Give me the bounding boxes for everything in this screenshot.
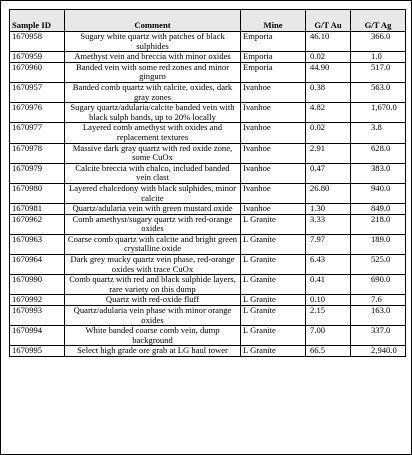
cell-sample-id: 1670962 [10, 214, 65, 234]
cell-mine: L Granite [241, 214, 306, 234]
cell-sample-id: 1670979 [10, 163, 65, 183]
table-row [10, 82, 406, 102]
cell-gt-au: 0.10 [306, 295, 351, 306]
cell-gt-au: 0.38 [306, 82, 351, 102]
cell-mine: Ivanhoe [241, 183, 306, 203]
cell-gt-ag: 849.0 [351, 204, 406, 215]
cell-mine: Ivanhoe [241, 143, 306, 163]
cell-mine: Ivanhoe [241, 204, 306, 215]
cell-gt-au: 26.80 [306, 183, 351, 203]
cell-mine: Ivanhoe [241, 103, 306, 123]
cell-sample-id: 1670976 [10, 103, 65, 123]
cell-gt-au: 0.02 [306, 123, 351, 143]
table-row [10, 234, 406, 254]
cell-mine: Ivanhoe [241, 163, 306, 183]
cell-gt-ag: 1,670.0 [351, 103, 406, 123]
cell-gt-au: 7.97 [306, 234, 351, 254]
header-gt-au: G/T Au [306, 10, 351, 32]
cell-sample-id: 1670960 [10, 62, 65, 82]
header-comment: Comment [65, 10, 241, 32]
cell-sample-id: 1670994 [10, 326, 65, 346]
cell-gt-ag: 517.0 [351, 62, 406, 82]
cell-comment: Massive dark gray quartz with red oxide zone, some CuOx [65, 143, 241, 163]
cell-sample-id: 1670980 [10, 183, 65, 203]
cell-gt-ag: 7.6 [351, 295, 406, 306]
cell-gt-au: 7.00 [306, 326, 351, 346]
cell-sample-id: 1670981 [10, 204, 65, 215]
cell-comment: Comb quartz with red and black sulphide layers, rare variety on this dump [65, 275, 241, 295]
cell-gt-ag: 163.0 [351, 306, 406, 326]
cell-sample-id: 1670992 [10, 295, 65, 306]
cell-mine: Emporia [241, 32, 306, 52]
cell-gt-ag: 525.0 [351, 255, 406, 275]
assay-results-table [9, 9, 406, 357]
cell-comment: Banded comb quartz with calcite, oxides, dark gray zones [65, 82, 241, 102]
cell-sample-id: 1670995 [10, 346, 65, 357]
cell-gt-ag: 3.8 [351, 123, 406, 143]
cell-mine: Emporia [241, 62, 306, 82]
cell-gt-au: 4.82 [306, 103, 351, 123]
cell-comment: Sugary white quartz with patches of black sulphides [65, 32, 241, 52]
cell-gt-ag: 563.0 [351, 82, 406, 102]
cell-comment: Quartz/adularia vein phase with minor orange oxides [65, 306, 241, 326]
cell-comment: White banded coarse comb vein, dump background [65, 326, 241, 346]
cell-mine: L Granite [241, 255, 306, 275]
cell-comment: Amethyst vein and breccia with minor oxides [65, 52, 241, 63]
cell-gt-au: 2.15 [306, 306, 351, 326]
cell-comment: Quartz with red-oxide fluff [65, 295, 241, 306]
cell-comment: Calcite breccia with chalco, included banded vein clast [65, 163, 241, 183]
cell-sample-id: 1670990 [10, 275, 65, 295]
cell-sample-id: 1670957 [10, 82, 65, 102]
cell-gt-ag: 337.0 [351, 326, 406, 346]
table-row [10, 32, 406, 52]
cell-mine: Ivanhoe [241, 82, 306, 102]
cell-gt-ag: 218.0 [351, 214, 406, 234]
cell-mine: L Granite [241, 275, 306, 295]
table-row [10, 123, 406, 143]
table-row [10, 183, 406, 203]
cell-sample-id: 1670963 [10, 234, 65, 254]
cell-sample-id: 1670958 [10, 32, 65, 52]
cell-gt-au: 0.41 [306, 275, 351, 295]
cell-gt-ag: 1.0 [351, 52, 406, 63]
table-row [10, 295, 406, 306]
cell-comment: Sugary quartz/adularia/calcite banded vein with black sulph bands, up to 20% locally [65, 103, 241, 123]
cell-gt-ag: 940.0 [351, 183, 406, 203]
header-sample-id: Sample ID [10, 10, 65, 32]
table-body [10, 32, 406, 357]
cell-gt-ag: 189.0 [351, 234, 406, 254]
table-row [10, 326, 406, 346]
header-mine: Mine [241, 10, 306, 32]
cell-sample-id: 1670964 [10, 255, 65, 275]
cell-gt-au: 0.02 [306, 52, 351, 63]
table-row [10, 52, 406, 63]
cell-comment: Dark grey mucky quartz vein phase, red-orange oxides with trace CuOx [65, 255, 241, 275]
cell-comment: Coarse comb quartz with calcite and bright green crystalline oxide [65, 234, 241, 254]
cell-mine: L Granite [241, 326, 306, 346]
cell-sample-id: 1670978 [10, 143, 65, 163]
table-row [10, 204, 406, 215]
table-header-row [10, 10, 406, 32]
cell-mine: Ivanhoe [241, 123, 306, 143]
cell-gt-au: 1.30 [306, 204, 351, 215]
cell-comment: Comb amethyst/sugary quartz with red-orange oxides [65, 214, 241, 234]
cell-gt-au: 44.90 [306, 62, 351, 82]
cell-comment: Layered comb amethyst with oxides and replacement textures [65, 123, 241, 143]
cell-comment: Layered chalcedony with black sulphides, minor calcite [65, 183, 241, 203]
table-row [10, 62, 406, 82]
table-row [10, 255, 406, 275]
cell-gt-ag: 2,940.0 [351, 346, 406, 357]
table-row [10, 143, 406, 163]
cell-sample-id: 1670993 [10, 306, 65, 326]
cell-sample-id: 1670959 [10, 52, 65, 63]
header-gt-ag: G/T Ag [351, 10, 406, 32]
cell-gt-au: 66.5 [306, 346, 351, 357]
table-row [10, 214, 406, 234]
cell-mine: L Granite [241, 295, 306, 306]
table-row [10, 103, 406, 123]
cell-comment: Select high grade ore grab at LG haul tower [65, 346, 241, 357]
cell-mine: L Granite [241, 346, 306, 357]
cell-sample-id: 1670977 [10, 123, 65, 143]
cell-gt-ag: 366.0 [351, 32, 406, 52]
cell-gt-ag: 628.0 [351, 143, 406, 163]
table-row [10, 275, 406, 295]
cell-gt-ag: 383.0 [351, 163, 406, 183]
cell-gt-ag: 690.0 [351, 275, 406, 295]
cell-comment: Banded vein with some red zones and minor ginguro [65, 62, 241, 82]
cell-gt-au: 2.91 [306, 143, 351, 163]
cell-mine: L Granite [241, 306, 306, 326]
cell-gt-au: 0.47 [306, 163, 351, 183]
cell-mine: L Granite [241, 234, 306, 254]
table-row [10, 346, 406, 357]
cell-comment: Quartz/adularia vein with green mustard oxide [65, 204, 241, 215]
table-row [10, 306, 406, 326]
cell-gt-au: 6.43 [306, 255, 351, 275]
cell-gt-au: 3.33 [306, 214, 351, 234]
cell-mine: Emporia [241, 52, 306, 63]
table-row [10, 163, 406, 183]
cell-gt-au: 46.10 [306, 32, 351, 52]
